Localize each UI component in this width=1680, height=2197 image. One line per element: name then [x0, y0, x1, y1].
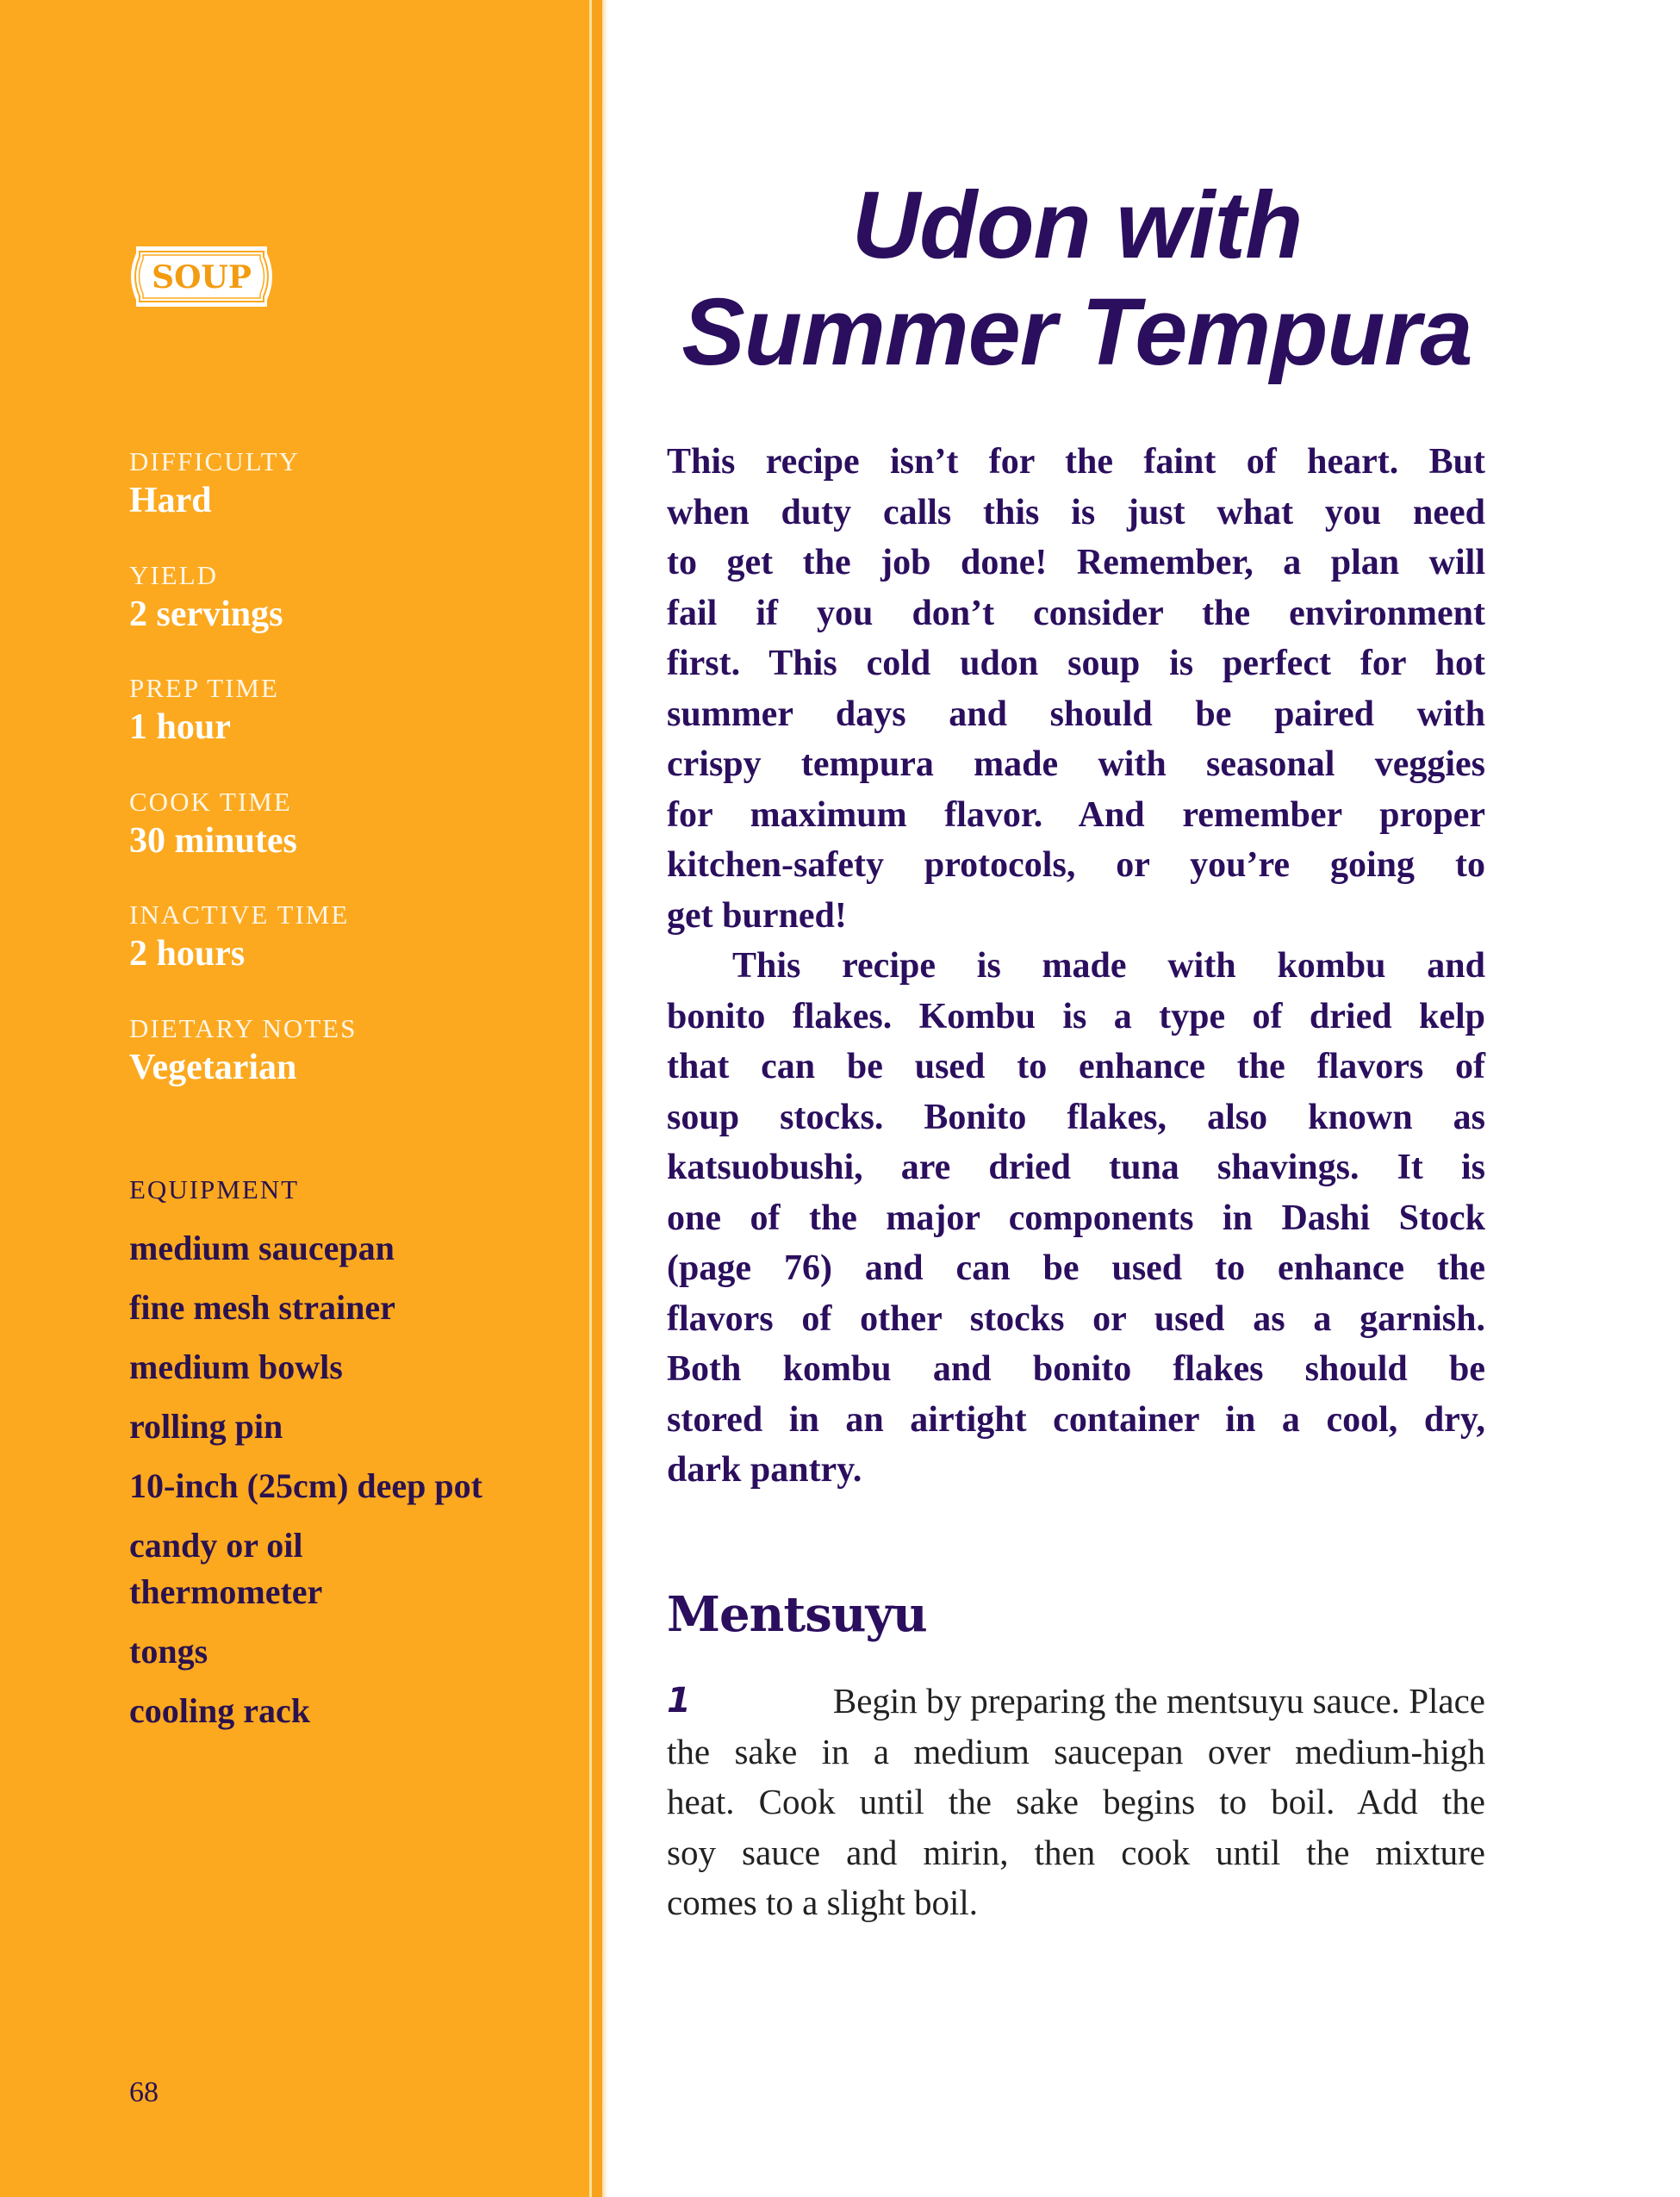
- equipment-item: tongs: [129, 1632, 208, 1671]
- intro-line: Both kombu and bonito flakes should be: [667, 1349, 1485, 1389]
- intro-line: This recipe isn’t for the faint of heart. But: [667, 442, 1485, 482]
- page-number: 68: [129, 2076, 159, 2108]
- meta-label: INACTIVE TIME: [129, 899, 350, 930]
- intro-line: bonito flakes. Kombu is a type of dried kelp: [667, 996, 1485, 1036]
- divider: [602, 0, 607, 2197]
- meta-value: 2 servings: [129, 594, 283, 634]
- meta-label: PREP TIME: [129, 673, 279, 704]
- meta-label: DIFFICULTY: [129, 446, 300, 476]
- category-badge: [126, 246, 277, 307]
- step-line: [667, 1676, 1485, 1727]
- meta-difficulty: [129, 445, 300, 522]
- meta-cook-time: [129, 785, 297, 862]
- intro-line: katsuobushi, are dried tuna shavings. It is: [667, 1148, 1485, 1187]
- intro-line: summer days and should be paired with: [667, 694, 1485, 734]
- equipment-item: medium saucepan: [129, 1229, 395, 1267]
- section-heading: Mentsuyu: [667, 1586, 927, 1643]
- intro-paragraphs: [667, 437, 1485, 1496]
- intro-line: when duty calls this is just what you need: [667, 492, 1485, 532]
- equipment-item: candy or oil thermometer: [129, 1526, 323, 1611]
- equipment-item: medium bowls: [129, 1347, 343, 1386]
- step-text: Begin by preparing the mentsuyu sauce. Place: [832, 1681, 1485, 1721]
- intro-line: dark pantry.: [667, 1450, 862, 1490]
- title-line-2: Summer Tempura: [681, 279, 1472, 385]
- intro-line: flavors of other stocks or used as a garnish.: [667, 1298, 1485, 1339]
- badge-label: SOUP: [152, 259, 252, 296]
- step-line: heat. Cook until the sake begins to boil. Add the: [667, 1782, 1485, 1821]
- intro-line: to get the job done! Remember, a plan will: [667, 543, 1485, 582]
- meta-prep-time: [129, 671, 279, 749]
- meta-label: DIETARY NOTES: [129, 1013, 358, 1043]
- recipe-title: [638, 172, 1516, 386]
- equipment-section: [129, 1172, 491, 1747]
- title-line-1: Udon with: [851, 172, 1303, 278]
- intro-line: (page 76) and can be used to enhance the: [667, 1248, 1485, 1288]
- step-line: soy sauce and mirin, then cook until the mixture: [667, 1832, 1485, 1872]
- intro-line: fail if you don’t consider the environment: [667, 593, 1485, 633]
- intro-line: one of the major components in Dashi Stock: [667, 1198, 1485, 1238]
- step-line: comes to a slight boil.: [667, 1883, 978, 1922]
- meta-dietary-notes: [129, 1011, 357, 1089]
- intro-line: first. This cold udon soup is perfect for hot: [667, 644, 1485, 683]
- intro-line: crispy tempura made with seasonal veggies: [667, 744, 1485, 784]
- intro-line: for maximum flavor. And remember proper: [667, 794, 1485, 835]
- equipment-item: fine mesh strainer: [129, 1288, 395, 1327]
- intro-line: stored in an airtight container in a cool, dry,: [667, 1399, 1485, 1440]
- intro-line: get burned!: [667, 895, 847, 936]
- meta-inactive-time: [129, 898, 349, 975]
- meta-value: Vegetarian: [129, 1048, 297, 1087]
- equipment-item: 10-inch (25cm) deep pot: [129, 1466, 482, 1505]
- intro-line: kitchen-safety protocols, or you’re going to: [667, 845, 1485, 885]
- equipment-label: EQUIPMENT: [129, 1174, 300, 1204]
- meta-yield: [129, 558, 283, 636]
- equipment-item: cooling rack: [129, 1691, 310, 1730]
- meta-value: 1 hour: [129, 707, 231, 748]
- meta-label: YIELD: [129, 559, 218, 590]
- step-line: the sake in a medium saucepan over medium-high: [667, 1731, 1485, 1771]
- meta-value: 30 minutes: [129, 820, 297, 861]
- step-1: [667, 1676, 1485, 1928]
- meta-value: Hard: [129, 481, 212, 520]
- equipment-item: rolling pin: [129, 1407, 283, 1446]
- intro-line: This recipe is made with kombu and: [732, 946, 1485, 986]
- meta-label: COOK TIME: [129, 786, 292, 817]
- intro-line: soup stocks. Bonito flakes, also known as: [667, 1097, 1485, 1137]
- divider: [592, 0, 602, 2197]
- meta-value: 2 hours: [129, 934, 246, 974]
- sidebar-panel: [0, 0, 589, 2197]
- intro-line: that can be used to enhance the flavors of: [667, 1047, 1485, 1086]
- step-number: 1: [667, 1681, 691, 1721]
